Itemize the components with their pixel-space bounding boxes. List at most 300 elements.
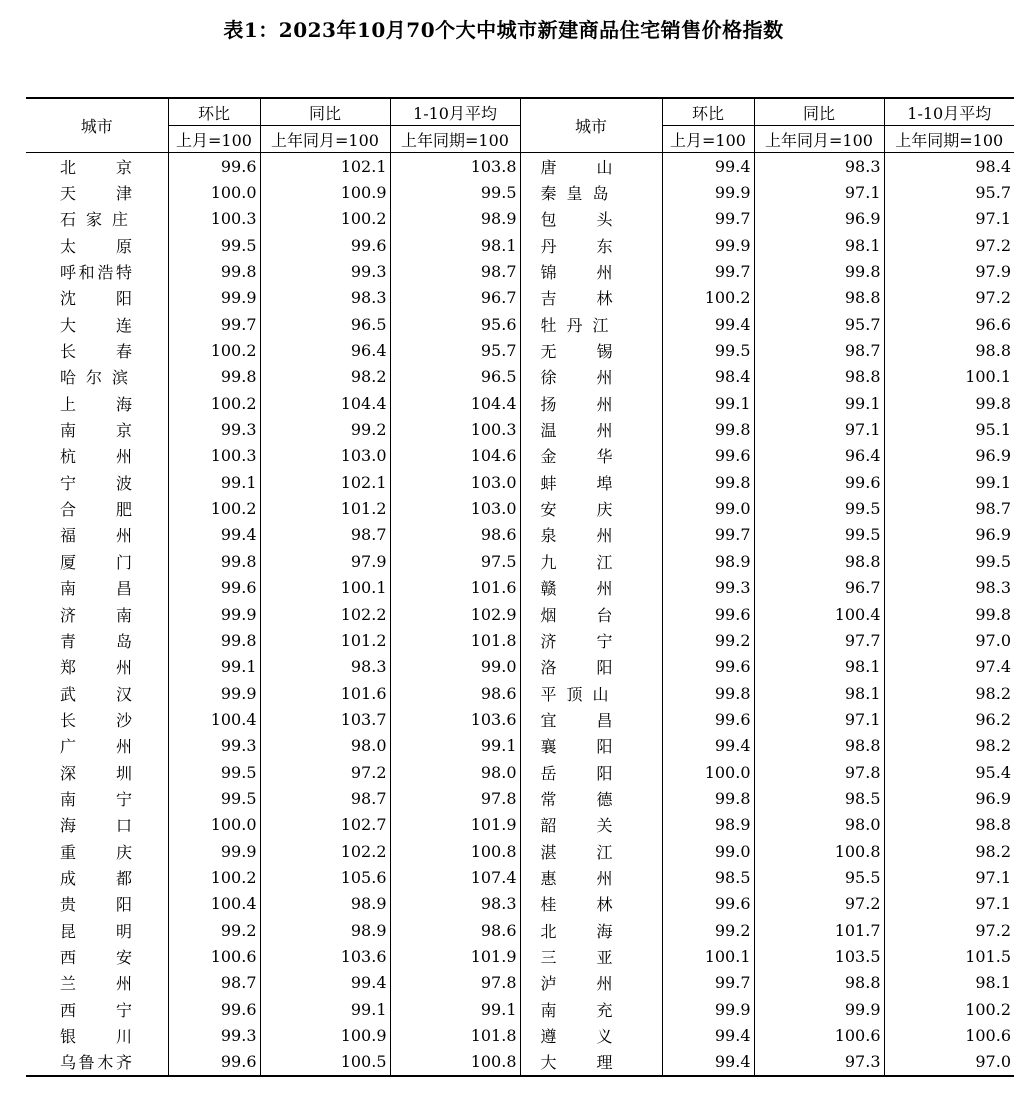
city-label: 泉 州 <box>540 526 613 546</box>
yoy-value-left: 103.0 <box>260 443 390 469</box>
ytd-value-right: 98.3 <box>884 575 1014 601</box>
city-label: 天 津 <box>60 184 132 204</box>
table-row <box>26 522 1014 548</box>
city-label: 南 充 <box>540 1000 613 1020</box>
ytd-value-right: 97.9 <box>884 258 1014 284</box>
yoy-value-right: 100.6 <box>754 1022 884 1048</box>
yoy-value-left: 100.5 <box>260 1049 390 1076</box>
ytd-value-left: 96.5 <box>390 364 520 390</box>
mom-value-right: 99.0 <box>662 495 754 521</box>
city-label: 深 圳 <box>60 763 132 783</box>
city-name-right <box>520 838 662 864</box>
city-name-right <box>520 364 662 390</box>
city-label: 南 宁 <box>60 789 132 809</box>
city-label: 南 京 <box>60 421 132 441</box>
ytd-value-left: 98.7 <box>390 258 520 284</box>
city-label: 襄 阳 <box>540 737 613 757</box>
city-name-right <box>520 548 662 574</box>
mom-value-right: 99.9 <box>662 232 754 258</box>
city-label: 长 春 <box>60 342 132 362</box>
city-label: 北 京 <box>60 157 132 177</box>
city-name-right <box>520 232 662 258</box>
table-row <box>26 311 1014 337</box>
ytd-value-left: 100.8 <box>390 1049 520 1076</box>
ytd-value-left: 98.6 <box>390 917 520 943</box>
city-name-left <box>26 390 168 416</box>
ytd-value-left: 96.7 <box>390 285 520 311</box>
header-ytd-base-left: 上年同期=100 <box>390 126 520 153</box>
city-label: 宜 昌 <box>540 710 613 730</box>
city-label: 湛 江 <box>540 842 613 862</box>
yoy-value-left: 102.2 <box>260 601 390 627</box>
ytd-value-left: 98.1 <box>390 232 520 258</box>
yoy-value-left: 105.6 <box>260 864 390 890</box>
ytd-value-right: 97.2 <box>884 232 1014 258</box>
city-name-right <box>520 864 662 890</box>
city-label: 安 庆 <box>540 500 613 520</box>
yoy-value-left: 103.6 <box>260 943 390 969</box>
mom-value-left: 99.6 <box>168 996 260 1022</box>
table-row <box>26 1022 1014 1048</box>
city-label: 兰 州 <box>60 974 132 994</box>
city-label: 丹 东 <box>540 236 613 256</box>
city-name-right <box>520 601 662 627</box>
city-name-right <box>520 891 662 917</box>
city-label: 烟 台 <box>540 605 613 625</box>
header-ytd-base-right: 上年同期=100 <box>884 126 1014 153</box>
yoy-value-right: 98.3 <box>754 153 884 180</box>
mom-value-right: 99.9 <box>662 179 754 205</box>
yoy-value-left: 98.0 <box>260 733 390 759</box>
city-label: 成 都 <box>60 868 132 888</box>
city-name-right <box>520 1022 662 1048</box>
mom-value-left: 99.8 <box>168 548 260 574</box>
ytd-value-left: 98.3 <box>390 891 520 917</box>
city-label: 扬 州 <box>540 394 613 414</box>
mom-value-right: 99.6 <box>662 891 754 917</box>
table-row <box>26 258 1014 284</box>
table-row <box>26 680 1014 706</box>
city-label: 合 肥 <box>60 500 132 520</box>
ytd-value-right: 97.1 <box>884 206 1014 232</box>
city-label: 平 顶 山 <box>540 684 609 704</box>
city-name-left <box>26 601 168 627</box>
city-name-right <box>520 812 662 838</box>
city-name-left <box>26 443 168 469</box>
city-label: 赣 州 <box>540 579 613 599</box>
city-label: 徐 州 <box>540 368 613 388</box>
yoy-value-left: 102.2 <box>260 838 390 864</box>
table-title: 表1：2023年10月70个大中城市新建商品住宅销售价格指数 <box>223 18 784 42</box>
yoy-value-left: 99.3 <box>260 258 390 284</box>
table-row <box>26 548 1014 574</box>
city-name-left <box>26 943 168 969</box>
yoy-value-left: 101.2 <box>260 495 390 521</box>
ytd-value-left: 101.9 <box>390 812 520 838</box>
ytd-value-left: 99.1 <box>390 996 520 1022</box>
city-name-left <box>26 416 168 442</box>
city-label: 韶 关 <box>540 816 613 836</box>
city-name-right <box>520 522 662 548</box>
ytd-value-right: 101.5 <box>884 943 1014 969</box>
ytd-value-right: 97.1 <box>884 864 1014 890</box>
table-row <box>26 206 1014 232</box>
ytd-value-left: 103.6 <box>390 706 520 732</box>
city-name-left <box>26 285 168 311</box>
yoy-value-right: 95.5 <box>754 864 884 890</box>
ytd-value-right: 99.5 <box>884 548 1014 574</box>
header-ytd-right: 1-10月平均 <box>884 98 1014 126</box>
city-name-left <box>26 891 168 917</box>
table-row <box>26 285 1014 311</box>
table-row <box>26 1049 1014 1076</box>
yoy-value-left: 104.4 <box>260 390 390 416</box>
city-name-right <box>520 759 662 785</box>
city-name-left <box>26 153 168 180</box>
mom-value-right: 98.9 <box>662 812 754 838</box>
table-row <box>26 891 1014 917</box>
header-mom-base-right: 上月=100 <box>662 126 754 153</box>
mom-value-right: 99.4 <box>662 1049 754 1076</box>
ytd-value-right: 98.4 <box>884 153 1014 180</box>
mom-value-right: 99.4 <box>662 311 754 337</box>
header-mom-left: 环比 <box>168 98 260 126</box>
city-label: 包 头 <box>540 210 613 230</box>
city-label: 洛 阳 <box>540 658 613 678</box>
table-row <box>26 601 1014 627</box>
yoy-value-left: 96.4 <box>260 337 390 363</box>
city-name-right <box>520 206 662 232</box>
ytd-value-left: 99.1 <box>390 733 520 759</box>
mom-value-right: 99.4 <box>662 1022 754 1048</box>
city-label: 济 宁 <box>540 631 613 651</box>
city-name-left <box>26 654 168 680</box>
mom-value-left: 99.8 <box>168 627 260 653</box>
city-name-left <box>26 469 168 495</box>
yoy-value-right: 96.7 <box>754 575 884 601</box>
table-row <box>26 654 1014 680</box>
table-row <box>26 864 1014 890</box>
table-row <box>26 469 1014 495</box>
yoy-value-right: 100.8 <box>754 838 884 864</box>
mom-value-right: 100.2 <box>662 285 754 311</box>
table-row <box>26 337 1014 363</box>
ytd-value-right: 96.9 <box>884 522 1014 548</box>
ytd-value-left: 95.7 <box>390 337 520 363</box>
mom-value-left: 99.1 <box>168 469 260 495</box>
ytd-value-right: 97.0 <box>884 1049 1014 1076</box>
city-name-left <box>26 812 168 838</box>
mom-value-left: 99.8 <box>168 364 260 390</box>
city-name-right <box>520 390 662 416</box>
mom-value-right: 99.3 <box>662 575 754 601</box>
mom-value-right: 99.8 <box>662 469 754 495</box>
city-name-left <box>26 206 168 232</box>
mom-value-right: 98.5 <box>662 864 754 890</box>
yoy-value-right: 99.1 <box>754 390 884 416</box>
city-name-left <box>26 733 168 759</box>
city-name-left <box>26 522 168 548</box>
city-name-right <box>520 469 662 495</box>
city-name-right <box>520 179 662 205</box>
city-label: 厦 门 <box>60 552 132 572</box>
city-name-left <box>26 258 168 284</box>
mom-value-right: 99.7 <box>662 522 754 548</box>
yoy-value-left: 99.2 <box>260 416 390 442</box>
yoy-value-right: 97.1 <box>754 706 884 732</box>
ytd-value-right: 99.8 <box>884 601 1014 627</box>
ytd-value-right: 96.6 <box>884 311 1014 337</box>
yoy-value-right: 97.2 <box>754 891 884 917</box>
mom-value-left: 100.4 <box>168 891 260 917</box>
city-name-left <box>26 179 168 205</box>
header-yoy-left: 同比 <box>260 98 390 126</box>
city-label: 太 原 <box>60 236 132 256</box>
mom-value-right: 100.0 <box>662 759 754 785</box>
table-row <box>26 153 1014 180</box>
header-mom-base-left: 上月=100 <box>168 126 260 153</box>
city-name-right <box>520 443 662 469</box>
yoy-value-left: 97.9 <box>260 548 390 574</box>
ytd-value-left: 104.6 <box>390 443 520 469</box>
mom-value-left: 100.2 <box>168 390 260 416</box>
city-label: 福 州 <box>60 526 132 546</box>
header-yoy-right: 同比 <box>754 98 884 126</box>
city-label: 大 连 <box>60 315 132 335</box>
city-label: 无 锡 <box>540 342 613 362</box>
city-label: 秦 皇 岛 <box>540 184 609 204</box>
ytd-value-left: 98.6 <box>390 680 520 706</box>
mom-value-right: 99.8 <box>662 416 754 442</box>
yoy-value-left: 98.9 <box>260 891 390 917</box>
table-row <box>26 733 1014 759</box>
table-row <box>26 812 1014 838</box>
city-name-right <box>520 943 662 969</box>
mom-value-right: 99.8 <box>662 785 754 811</box>
yoy-value-right: 98.0 <box>754 812 884 838</box>
ytd-value-right: 97.2 <box>884 285 1014 311</box>
yoy-value-right: 99.5 <box>754 495 884 521</box>
ytd-value-left: 102.9 <box>390 601 520 627</box>
city-name-left <box>26 706 168 732</box>
mom-value-left: 99.9 <box>168 680 260 706</box>
city-name-left <box>26 232 168 258</box>
city-name-right <box>520 258 662 284</box>
ytd-value-right: 100.2 <box>884 996 1014 1022</box>
city-name-left <box>26 864 168 890</box>
yoy-value-right: 98.8 <box>754 548 884 574</box>
yoy-value-left: 98.7 <box>260 522 390 548</box>
city-label: 牡 丹 江 <box>540 315 609 335</box>
yoy-value-right: 98.5 <box>754 785 884 811</box>
mom-value-left: 100.2 <box>168 864 260 890</box>
mom-value-left: 99.3 <box>168 416 260 442</box>
yoy-value-right: 95.7 <box>754 311 884 337</box>
city-label: 岳 阳 <box>540 763 613 783</box>
ytd-value-right: 100.1 <box>884 364 1014 390</box>
city-name-left <box>26 311 168 337</box>
ytd-value-left: 97.8 <box>390 970 520 996</box>
yoy-value-left: 98.2 <box>260 364 390 390</box>
ytd-value-left: 101.8 <box>390 1022 520 1048</box>
mom-value-left: 99.6 <box>168 575 260 601</box>
header-yoy-base-right: 上年同月=100 <box>754 126 884 153</box>
yoy-value-right: 98.1 <box>754 680 884 706</box>
ytd-value-left: 97.5 <box>390 548 520 574</box>
city-name-right <box>520 654 662 680</box>
city-name-left <box>26 1022 168 1048</box>
table-row <box>26 232 1014 258</box>
mom-value-right: 99.8 <box>662 680 754 706</box>
mom-value-right: 99.4 <box>662 153 754 180</box>
mom-value-right: 99.0 <box>662 838 754 864</box>
mom-value-left: 100.6 <box>168 943 260 969</box>
city-name-left <box>26 917 168 943</box>
header-city-left: 城市 <box>26 98 168 153</box>
city-label: 郑 州 <box>60 658 132 678</box>
yoy-value-right: 97.3 <box>754 1049 884 1076</box>
ytd-value-right: 97.4 <box>884 654 1014 680</box>
city-label: 蚌 埠 <box>540 473 613 493</box>
mom-value-right: 99.9 <box>662 996 754 1022</box>
ytd-value-right: 96.9 <box>884 443 1014 469</box>
mom-value-right: 99.6 <box>662 601 754 627</box>
city-label: 温 州 <box>540 421 613 441</box>
table-body <box>26 153 1014 1077</box>
mom-value-left: 99.3 <box>168 733 260 759</box>
yoy-value-right: 98.8 <box>754 364 884 390</box>
mom-value-left: 100.0 <box>168 179 260 205</box>
city-label: 沈 阳 <box>60 289 132 309</box>
city-label: 三 亚 <box>540 947 613 967</box>
mom-value-right: 99.6 <box>662 654 754 680</box>
ytd-value-right: 96.2 <box>884 706 1014 732</box>
city-label: 银 川 <box>60 1027 132 1047</box>
yoy-value-left: 98.9 <box>260 917 390 943</box>
ytd-value-left: 101.6 <box>390 575 520 601</box>
mom-value-right: 98.4 <box>662 364 754 390</box>
yoy-value-left: 99.1 <box>260 996 390 1022</box>
ytd-value-left: 103.8 <box>390 153 520 180</box>
city-name-right <box>520 627 662 653</box>
ytd-value-left: 101.8 <box>390 627 520 653</box>
city-label: 宁 波 <box>60 473 132 493</box>
city-name-right <box>520 970 662 996</box>
mom-value-right: 99.7 <box>662 970 754 996</box>
ytd-value-left: 104.4 <box>390 390 520 416</box>
mom-value-left: 100.3 <box>168 443 260 469</box>
mom-value-left: 99.1 <box>168 654 260 680</box>
yoy-value-left: 98.3 <box>260 654 390 680</box>
yoy-value-right: 98.8 <box>754 970 884 996</box>
ytd-value-right: 100.6 <box>884 1022 1014 1048</box>
city-name-right <box>520 706 662 732</box>
city-label: 昆 明 <box>60 921 132 941</box>
city-name-right <box>520 337 662 363</box>
yoy-value-right: 97.7 <box>754 627 884 653</box>
table-row <box>26 759 1014 785</box>
mom-value-left: 100.2 <box>168 495 260 521</box>
table-row <box>26 416 1014 442</box>
yoy-value-left: 98.3 <box>260 285 390 311</box>
city-name-right <box>520 996 662 1022</box>
city-label: 遵 义 <box>540 1027 613 1047</box>
yoy-value-right: 103.5 <box>754 943 884 969</box>
city-name-left <box>26 575 168 601</box>
city-name-left <box>26 996 168 1022</box>
table-row <box>26 838 1014 864</box>
city-name-left <box>26 495 168 521</box>
ytd-value-right: 96.9 <box>884 785 1014 811</box>
yoy-value-right: 98.7 <box>754 337 884 363</box>
table-row <box>26 970 1014 996</box>
city-label: 桂 林 <box>540 895 613 915</box>
city-name-left <box>26 759 168 785</box>
mom-value-left: 99.3 <box>168 1022 260 1048</box>
table-row <box>26 443 1014 469</box>
yoy-value-left: 103.7 <box>260 706 390 732</box>
yoy-value-right: 100.4 <box>754 601 884 627</box>
city-name-right <box>520 575 662 601</box>
header-mom-right: 环比 <box>662 98 754 126</box>
city-name-left <box>26 838 168 864</box>
yoy-value-right: 101.7 <box>754 917 884 943</box>
city-name-right <box>520 917 662 943</box>
mom-value-right: 99.1 <box>662 390 754 416</box>
city-name-left <box>26 627 168 653</box>
ytd-value-left: 98.6 <box>390 522 520 548</box>
yoy-value-right: 98.1 <box>754 232 884 258</box>
ytd-value-left: 103.0 <box>390 495 520 521</box>
table-row <box>26 996 1014 1022</box>
ytd-value-right: 95.1 <box>884 416 1014 442</box>
yoy-value-left: 102.1 <box>260 469 390 495</box>
ytd-value-right: 95.4 <box>884 759 1014 785</box>
yoy-value-left: 100.2 <box>260 206 390 232</box>
mom-value-left: 98.7 <box>168 970 260 996</box>
table-row <box>26 706 1014 732</box>
city-label: 九 江 <box>540 552 613 572</box>
yoy-value-left: 99.4 <box>260 970 390 996</box>
yoy-value-right: 97.8 <box>754 759 884 785</box>
ytd-value-left: 107.4 <box>390 864 520 890</box>
city-label: 石 家 庄 <box>60 210 128 230</box>
table-row <box>26 943 1014 969</box>
yoy-value-left: 101.6 <box>260 680 390 706</box>
city-name-right <box>520 680 662 706</box>
mom-value-right: 99.5 <box>662 337 754 363</box>
yoy-value-left: 98.7 <box>260 785 390 811</box>
city-name-right <box>520 1049 662 1076</box>
ytd-value-right: 95.7 <box>884 179 1014 205</box>
mom-value-left: 100.2 <box>168 337 260 363</box>
city-name-right <box>520 285 662 311</box>
city-name-left <box>26 1049 168 1076</box>
city-label: 海 口 <box>60 816 132 836</box>
yoy-value-right: 96.9 <box>754 206 884 232</box>
mom-value-left: 99.9 <box>168 838 260 864</box>
city-label: 武 汉 <box>60 684 132 704</box>
table-row <box>26 390 1014 416</box>
ytd-value-left: 99.5 <box>390 179 520 205</box>
city-label: 贵 阳 <box>60 895 132 915</box>
table-row <box>26 575 1014 601</box>
city-name-left <box>26 337 168 363</box>
yoy-value-left: 102.7 <box>260 812 390 838</box>
table-row <box>26 179 1014 205</box>
ytd-value-right: 98.2 <box>884 680 1014 706</box>
yoy-value-right: 99.8 <box>754 258 884 284</box>
